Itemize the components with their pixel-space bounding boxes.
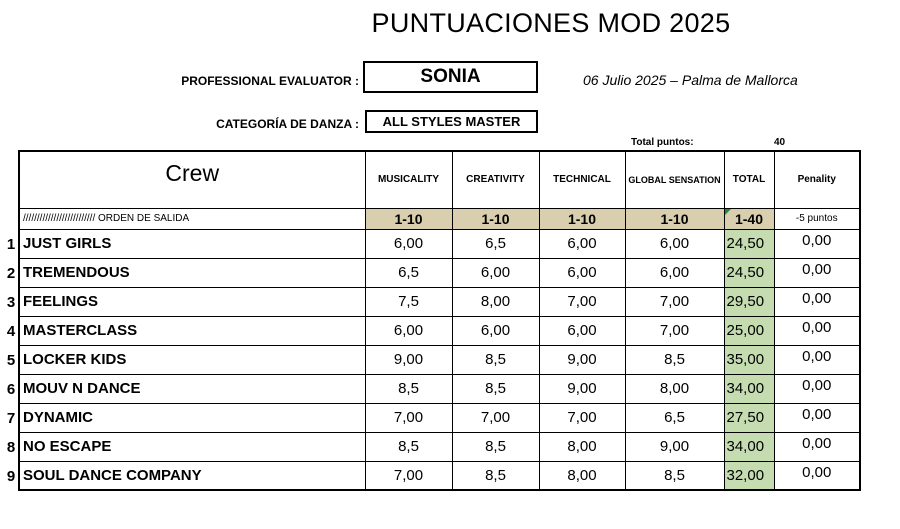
musicality-score-cell: 8,5 bbox=[365, 374, 452, 403]
row-number: 6 bbox=[6, 381, 16, 398]
table-row bbox=[19, 287, 860, 316]
total-score-cell: 32,00 bbox=[724, 461, 774, 490]
table-row bbox=[19, 258, 860, 287]
creativity-score-cell: 8,5 bbox=[452, 374, 539, 403]
creativity-score-cell: 8,00 bbox=[452, 287, 539, 316]
technical-score-cell: 7,00 bbox=[539, 403, 625, 432]
total-score-cell: 34,00 bbox=[724, 374, 774, 403]
header-creativity: CREATIVITY bbox=[452, 151, 539, 208]
table-row bbox=[19, 229, 860, 258]
header-musicality: MUSICALITY bbox=[365, 151, 452, 208]
technical-score-cell: 8,00 bbox=[539, 461, 625, 490]
creativity-score-cell: 7,00 bbox=[452, 403, 539, 432]
musicality-score-cell: 7,00 bbox=[365, 461, 452, 490]
technical-score-cell: 9,00 bbox=[539, 345, 625, 374]
global-score-cell: 9,00 bbox=[625, 432, 724, 461]
creativity-score-cell: 8,5 bbox=[452, 461, 539, 490]
penality-cell: 0,00 bbox=[774, 374, 860, 403]
global-score-cell: 8,5 bbox=[625, 461, 724, 490]
penality-cell: 0,00 bbox=[774, 229, 860, 258]
total-score-cell: 34,00 bbox=[724, 432, 774, 461]
evaluator-label: PROFESSIONAL EVALUATOR : bbox=[181, 74, 359, 88]
global-score-cell: 6,00 bbox=[625, 229, 724, 258]
order-label: ////////////////////////// ORDEN DE SALIDA bbox=[19, 208, 365, 229]
range-creativity: 1-10 bbox=[452, 208, 539, 229]
creativity-score-cell: 8,5 bbox=[452, 345, 539, 374]
technical-score-cell: 8,00 bbox=[539, 432, 625, 461]
crew-name-cell: JUST GIRLS bbox=[19, 229, 365, 258]
total-score-cell: 24,50 bbox=[724, 229, 774, 258]
header-technical: TECHNICAL bbox=[539, 151, 625, 208]
technical-score-cell: 9,00 bbox=[539, 374, 625, 403]
penality-cell: 0,00 bbox=[774, 316, 860, 345]
musicality-score-cell: 7,5 bbox=[365, 287, 452, 316]
penality-cell: 0,00 bbox=[774, 432, 860, 461]
crew-name-cell: MASTERCLASS bbox=[19, 316, 365, 345]
row-number: 9 bbox=[6, 468, 16, 485]
penality-cell: 0,00 bbox=[774, 345, 860, 374]
total-points-label: Total puntos: bbox=[631, 137, 694, 148]
total-score-cell: 35,00 bbox=[724, 345, 774, 374]
global-score-cell: 8,00 bbox=[625, 374, 724, 403]
category-field: ALL STYLES MASTER bbox=[365, 110, 538, 133]
row-number: 2 bbox=[6, 265, 16, 282]
page-title: PUNTUACIONES MOD 2025 bbox=[371, 8, 731, 38]
date-location: 06 Julio 2025 – Palma de Mallorca bbox=[583, 72, 798, 88]
total-points-value: 40 bbox=[774, 137, 786, 148]
crew-name-cell: MOUV N DANCE bbox=[19, 374, 365, 403]
crew-name-cell: NO ESCAPE bbox=[19, 432, 365, 461]
technical-score-cell: 6,00 bbox=[539, 229, 625, 258]
evaluator-field: SONIA bbox=[363, 61, 538, 93]
creativity-score-cell: 6,5 bbox=[452, 229, 539, 258]
creativity-score-cell: 8,5 bbox=[452, 432, 539, 461]
crew-name-cell: DYNAMIC bbox=[19, 403, 365, 432]
crew-name-cell: LOCKER KIDS bbox=[19, 345, 365, 374]
row-number: 8 bbox=[6, 439, 16, 456]
global-score-cell: 7,00 bbox=[625, 287, 724, 316]
global-score-cell: 7,00 bbox=[625, 316, 724, 345]
penality-cell: 0,00 bbox=[774, 287, 860, 316]
musicality-score-cell: 9,00 bbox=[365, 345, 452, 374]
technical-score-cell: 7,00 bbox=[539, 287, 625, 316]
table-row bbox=[19, 374, 860, 403]
range-global: 1-10 bbox=[625, 208, 724, 229]
penality-cell: 0,00 bbox=[774, 258, 860, 287]
technical-score-cell: 6,00 bbox=[539, 316, 625, 345]
row-number: 7 bbox=[6, 410, 16, 427]
range-penality: -5 puntos bbox=[774, 208, 860, 229]
comment-marker-icon bbox=[725, 209, 731, 215]
total-score-cell: 25,00 bbox=[724, 316, 774, 345]
table-row bbox=[19, 345, 860, 374]
crew-name-cell: SOUL DANCE COMPANY bbox=[19, 461, 365, 490]
penality-cell: 0,00 bbox=[774, 403, 860, 432]
range-row bbox=[19, 208, 860, 229]
table-body bbox=[19, 229, 860, 490]
header-global-sensation: GLOBAL SENSATION bbox=[625, 151, 724, 208]
crew-name-cell: FEELINGS bbox=[19, 287, 365, 316]
table-row bbox=[19, 432, 860, 461]
header-penality: Penality bbox=[774, 151, 860, 208]
global-score-cell: 8,5 bbox=[625, 345, 724, 374]
global-score-cell: 6,00 bbox=[625, 258, 724, 287]
musicality-score-cell: 7,00 bbox=[365, 403, 452, 432]
table-row bbox=[19, 461, 860, 490]
range-total: 1-40 bbox=[734, 210, 764, 227]
total-score-cell: 27,50 bbox=[724, 403, 774, 432]
table-row bbox=[19, 316, 860, 345]
row-number: 1 bbox=[6, 236, 16, 253]
header-total: TOTAL bbox=[724, 151, 774, 208]
row-number: 3 bbox=[6, 294, 16, 311]
category-label: CATEGORÍA DE DANZA : bbox=[216, 117, 359, 131]
range-technical: 1-10 bbox=[539, 208, 625, 229]
header-crew: Crew bbox=[19, 151, 365, 208]
row-number: 4 bbox=[6, 323, 16, 340]
musicality-score-cell: 6,00 bbox=[365, 316, 452, 345]
global-score-cell: 6,5 bbox=[625, 403, 724, 432]
musicality-score-cell: 6,5 bbox=[365, 258, 452, 287]
creativity-score-cell: 6,00 bbox=[452, 316, 539, 345]
total-score-cell: 29,50 bbox=[724, 287, 774, 316]
musicality-score-cell: 8,5 bbox=[365, 432, 452, 461]
row-number: 5 bbox=[6, 352, 16, 369]
crew-name-cell: TREMENDOUS bbox=[19, 258, 365, 287]
table-row bbox=[19, 403, 860, 432]
technical-score-cell: 6,00 bbox=[539, 258, 625, 287]
header-row bbox=[19, 151, 860, 208]
range-total-cell bbox=[724, 208, 774, 229]
penality-cell: 0,00 bbox=[774, 461, 860, 490]
musicality-score-cell: 6,00 bbox=[365, 229, 452, 258]
range-musicality: 1-10 bbox=[365, 208, 452, 229]
creativity-score-cell: 6,00 bbox=[452, 258, 539, 287]
score-table bbox=[18, 150, 861, 491]
total-score-cell: 24,50 bbox=[724, 258, 774, 287]
